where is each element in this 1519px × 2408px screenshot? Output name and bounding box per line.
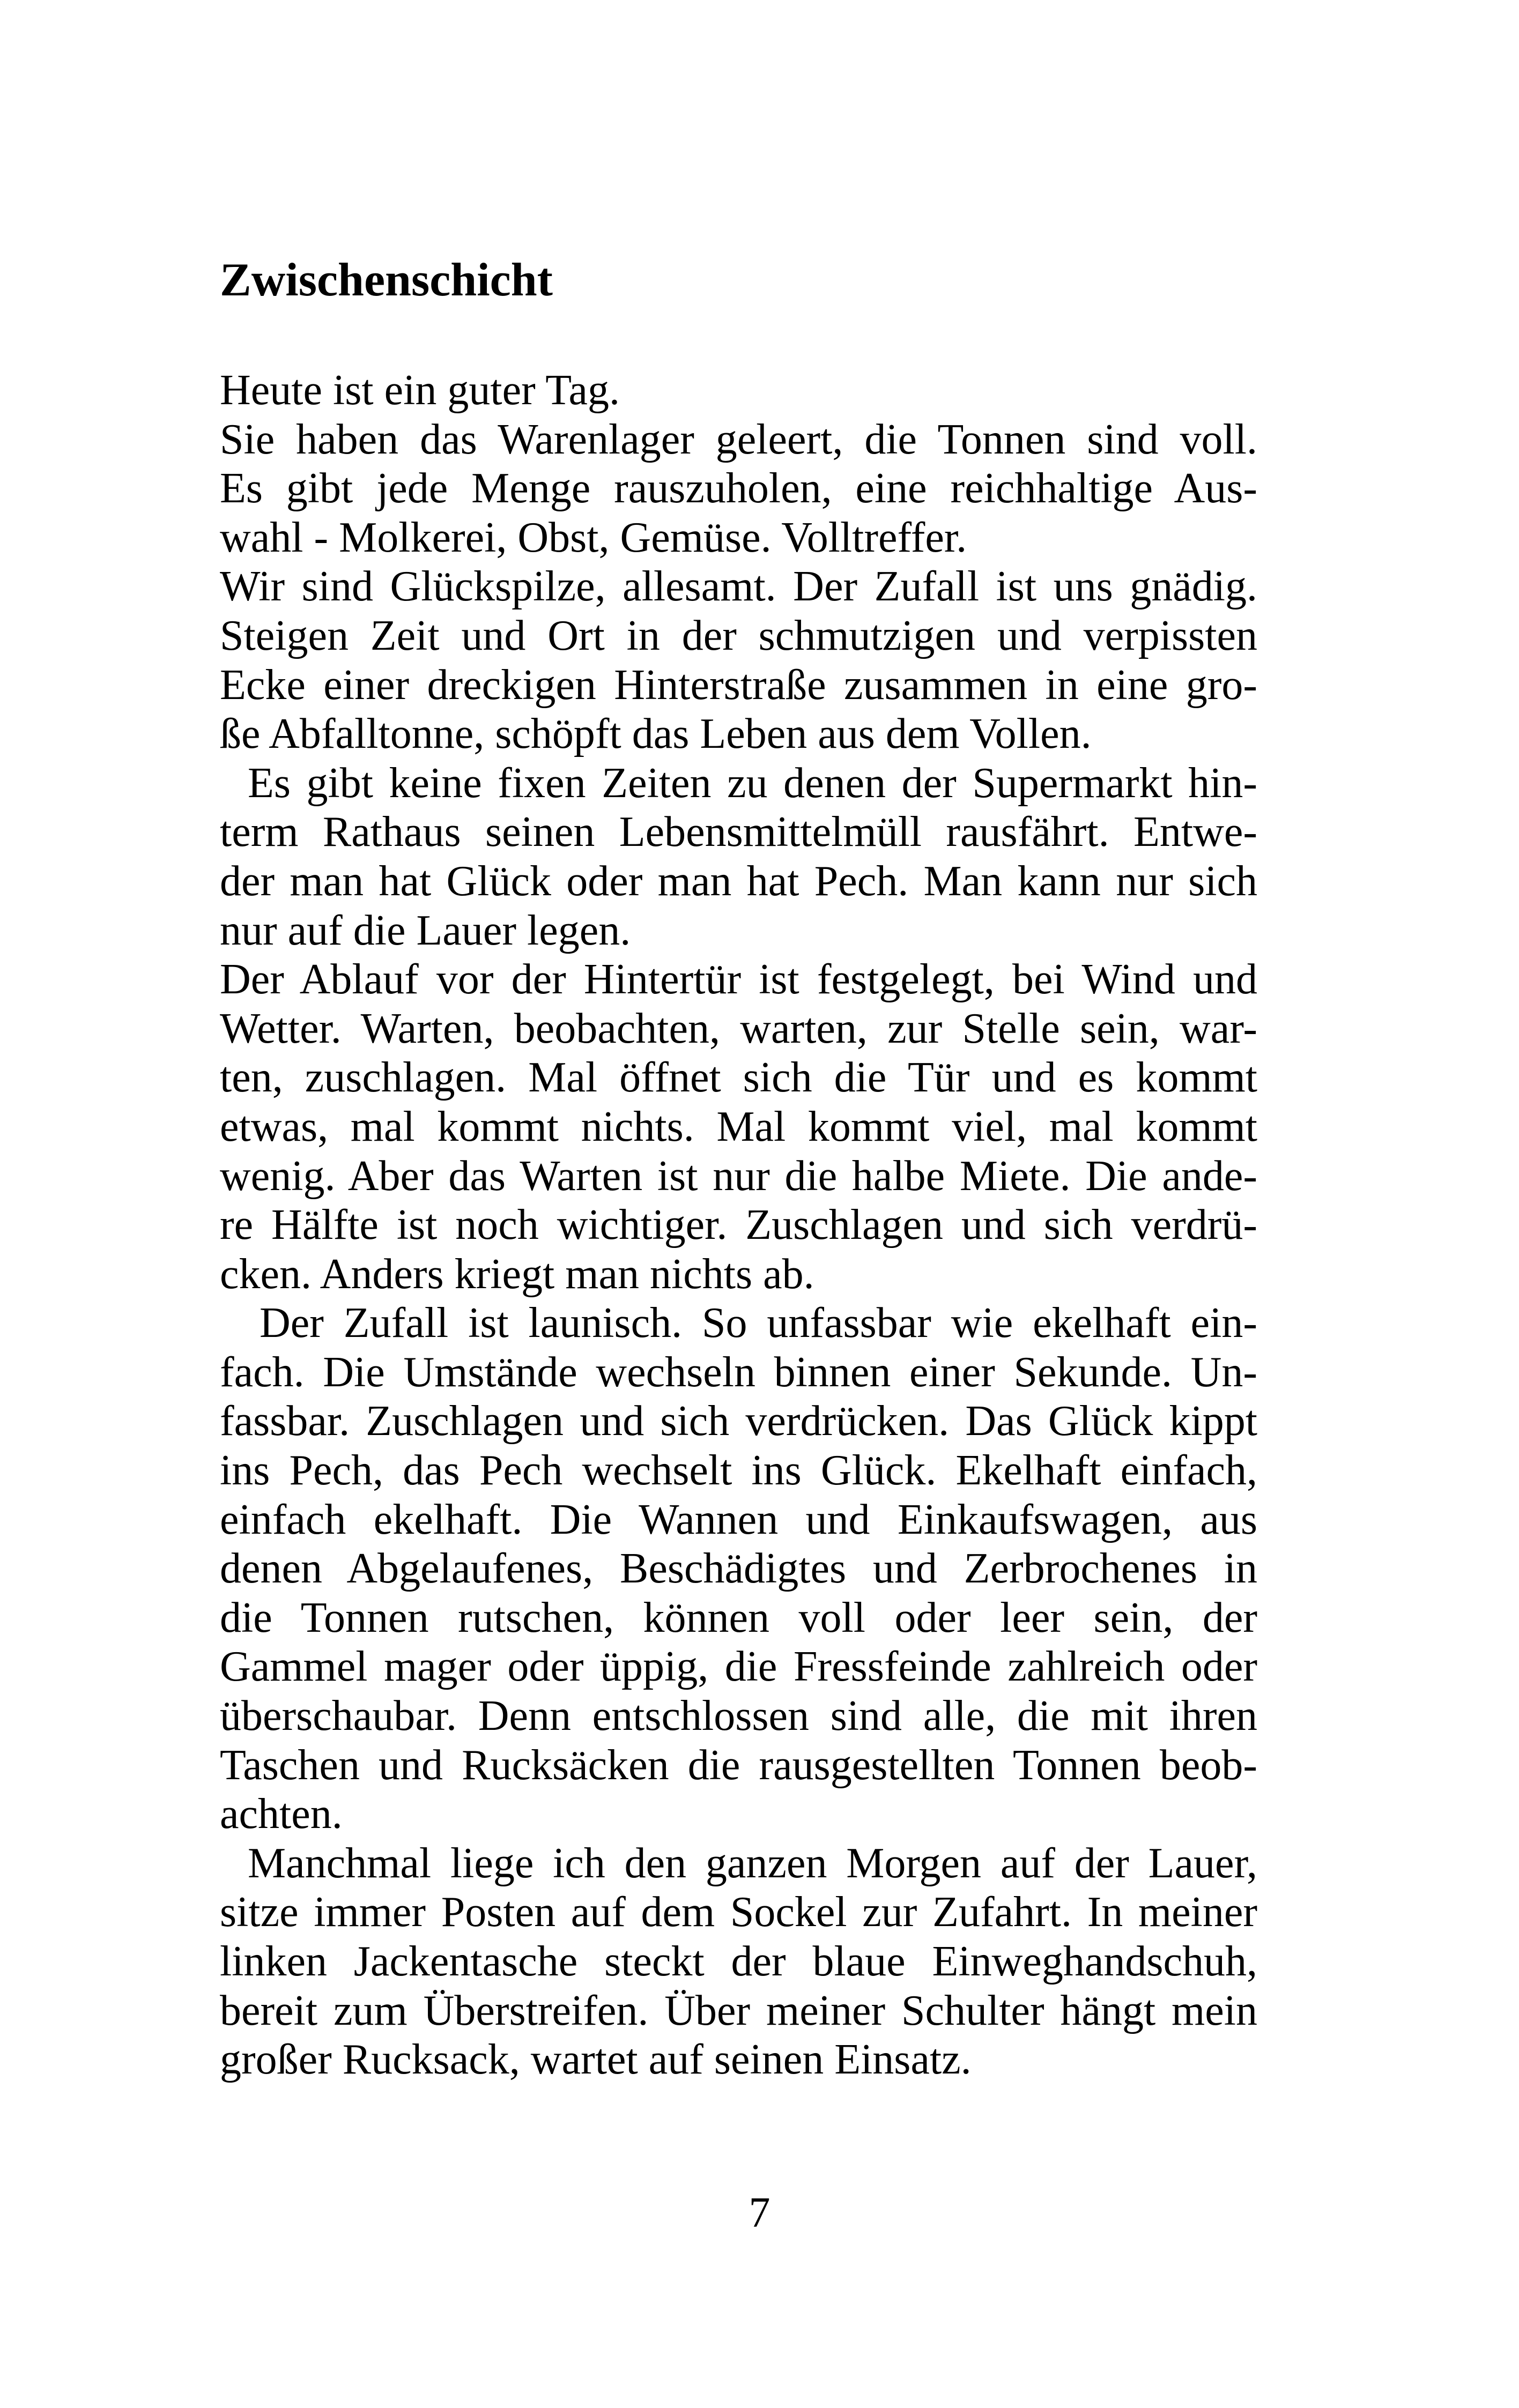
text-line: Der Ablauf vor der Hintertür ist festgelegt, bei Wind und <box>220 956 1257 1004</box>
text-line: der man hat Glück oder man hat Pech. Man kann nur sich <box>220 857 1257 905</box>
text-line: Steigen Zeit und Ort in der schmutzigen und verpissten <box>220 612 1257 659</box>
text-line: ins Pech, das Pech wechselt ins Glück. Ekelhaft einfach, <box>220 1447 1257 1495</box>
page-number: 7 <box>749 2189 770 2236</box>
text-line: Sie haben das Warenlager geleert, die Tonnen sind voll. <box>220 415 1257 463</box>
text-line: term Rathaus seinen Lebensmittelmüll rausfährt. Entwe- <box>220 808 1257 856</box>
text-line: Taschen und Rucksäcken die rausgestellten Tonnen beob- <box>220 1741 1257 1789</box>
text-line: die Tonnen rutschen, können voll oder leer sein, der <box>220 1594 1257 1641</box>
text-line: ße Abfalltonne, schöpft das Leben aus dem Vollen. <box>220 710 1092 758</box>
text-line: wenig. Aber das Warten ist nur die halbe Miete. Die ande- <box>220 1152 1257 1200</box>
text-line: überschaubar. Denn entschlossen sind alle, die mit ihren <box>220 1692 1257 1740</box>
text-line: Es gibt jede Menge rauszuholen, eine reichhaltige Aus- <box>220 465 1257 512</box>
text-line: achten. <box>220 1790 343 1838</box>
text-line: denen Abgelaufenes, Beschädigtes und Zerbrochenes in <box>220 1545 1257 1593</box>
text-line: fassbar. Zuschlagen und sich verdrücken. Das Glück kippt <box>220 1398 1257 1445</box>
text-line: Wetter. Warten, beobachten, warten, zur Stelle sein, war- <box>220 1005 1257 1052</box>
text-line: Es gibt keine fixen Zeiten zu denen der Supermarkt hin- <box>248 759 1257 807</box>
text-line: nur auf die Lauer legen. <box>220 906 631 954</box>
text-line: sitze immer Posten auf dem Sockel zur Zufahrt. In meiner <box>220 1889 1257 1936</box>
text-line: cken. Anders kriegt man nichts ab. <box>220 1250 814 1298</box>
text-line: Ecke einer dreckigen Hinterstraße zusammen in eine gro- <box>220 661 1257 709</box>
text-line: Heute ist ein guter Tag. <box>220 367 620 414</box>
text-line: re Hälfte ist noch wichtiger. Zuschlagen und sich verdrü- <box>220 1201 1257 1249</box>
text-line: bereit zum Überstreifen. Über meiner Schulter hängt mein <box>220 1987 1257 2034</box>
text-line: Manchmal liege ich den ganzen Morgen auf der Lauer, <box>248 1839 1257 1887</box>
chapter-body <box>220 366 1257 2085</box>
text-line: etwas, mal kommt nichts. Mal kommt viel, mal kommt <box>220 1103 1257 1150</box>
text-line: wahl - Molkerei, Obst, Gemüse. Volltreffer. <box>220 514 967 561</box>
text-line: einfach ekelhaft. Die Wannen und Einkaufswagen, aus <box>220 1496 1257 1543</box>
text-line: linken Jackentasche steckt der blaue Einweghandschuh, <box>220 1938 1257 1985</box>
text-line: großer Rucksack, wartet auf seinen Einsatz. <box>220 2036 972 2084</box>
text-line: Der Zufall ist launisch. So unfassbar wie ekelhaft ein- <box>260 1299 1257 1347</box>
text-line: fach. Die Umstände wechseln binnen einer Sekunde. Un- <box>220 1348 1257 1396</box>
text-line: Gammel mager oder üppig, die Fressfeinde zahlreich oder <box>220 1643 1257 1691</box>
chapter-title: Zwischenschicht <box>220 254 553 306</box>
text-line: ten, zuschlagen. Mal öffnet sich die Tür und es kommt <box>220 1054 1257 1102</box>
text-line: Wir sind Glückspilze, allesamt. Der Zufall ist uns gnädig. <box>220 563 1257 611</box>
